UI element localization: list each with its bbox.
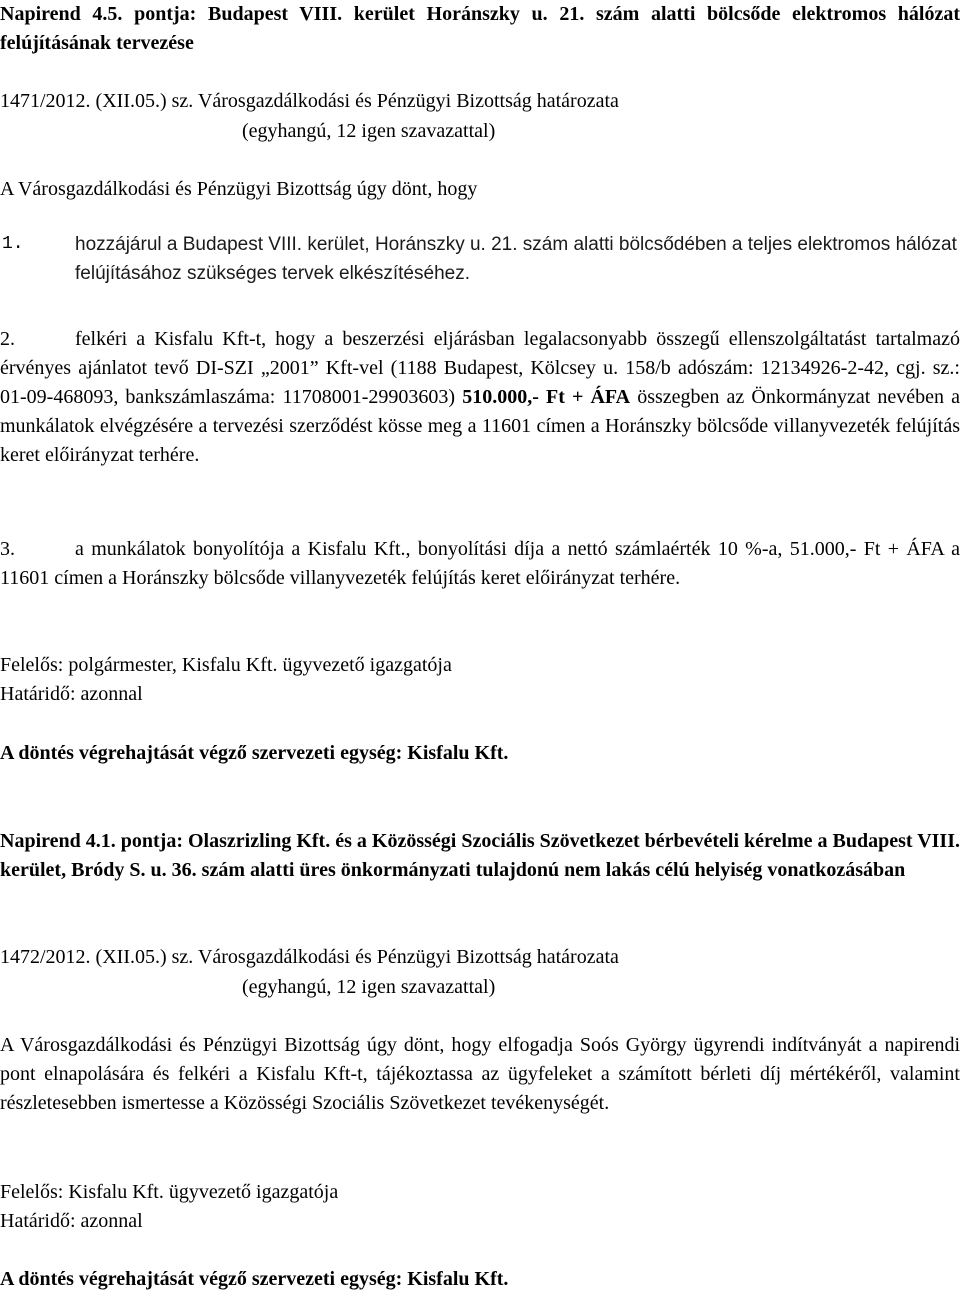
item2-text-before: felkéri a Kisfalu Kft-t, hogy a beszerzési eljárásban legalacsonyabb összegű ellenszolgáltatást tartalmazó érvényes ajánlatot tevő DI-SZI „2001” Kft-vel (1188 Budapest, Kölcsey u. 158/b adószám: 12134926-2-42, cgj. sz.: 01-09-468093, bankszámlaszáma: 11708001-29903603) [0,328,960,408]
list-item-text: hozzájárul a Budapest VIII. kerület, Horánszky u. 21. szám alatti bölcsődében a teljes elektromos hálózat felújításához szükséges tervek elkészítéséhez. [75,234,957,284]
responsible-line: Felelős: Kisfalu Kft. ügyvezető igazgatója [0,1181,339,1203]
agenda-title-4-1: Napirend 4.1. pontja: Olaszrizling Kft. és a Közösségi Szociális Szövetkezet bérbevételi kérelme a Budapest VIII. kerület, Bródy S. u. 36. szám alatti üres önkormányzati tulajdonú nem lakás célú helyiség vonatkozásában [0,830,960,881]
vote-line: (egyhangú, 12 igen szavazattal) [242,976,496,998]
resolution-number-1472 [0,943,960,972]
list-item-number: 2. [0,328,15,350]
responsible-line: Felelős: polgármester, Kisfalu Kft. ügyvezető igazgatója [0,654,452,676]
decision-intro: A Városgazdálkodási és Pénzügyi Bizottság úgy dönt, hogy [0,178,478,200]
resolution-line: 1471/2012. (XII.05.) sz. Városgazdálkodási és Pénzügyi Bizottság határozata [0,90,619,112]
deadline-line: Határidő: azonnal [0,683,143,705]
item3-text: a munkálatok bonyolítója a Kisfalu Kft., bonyolítási díja a nettó számlaérték 10 %-a, 51.000,- Ft + ÁFA a 11601 címen a Horánszky bölcsőde villanyvezeték felújítás keret előirányzat terhére. [0,538,960,589]
item2-amount: 510.000,- Ft + ÁFA [462,386,631,408]
agenda-title-4-5: Napirend 4.5. pontja: Budapest VIII. kerület Horánszky u. 21. szám alatti bölcsőde elektromos hálózat felújításának tervezése [0,3,960,54]
item2-text-after: összegben az Önkormányzat nevében a munkálatok elvégzésére a tervezési szerződést kösse meg a 11601 címen a Horánszky bölcsőde villanyvezeték felújítás keret előirányzat terhére. [0,386,960,466]
list-item-text [0,535,960,593]
resolution-number-1471 [0,87,960,116]
executor-line: A döntés végrehajtását végző szervezeti egység: Kisfalu Kft. [0,742,509,764]
executor-line: A döntés végrehajtását végző szervezeti egység: Kisfalu Kft. [0,1268,509,1290]
list-item-number: 1. [2,234,24,254]
decision-body: A Városgazdálkodási és Pénzügyi Bizottság úgy dönt, hogy elfogadja Soós György ügyrendi indítványát a napirendi pont elnapolására és felkéri a Kisfalu Kft-t, tájékoztassa az ügyfeleket a számított bérleti díj mértékéről, valamint részletesebben ismertesse a Közösségi Szociális Szövetkezet tevékenységét. [0,1034,960,1114]
list-item-number: 3. [0,538,15,560]
deadline-line: Határidő: azonnal [0,1210,143,1232]
resolution-line: 1472/2012. (XII.05.) sz. Városgazdálkodási és Pénzügyi Bizottság határozata [0,946,619,968]
list-item-text [0,325,960,470]
vote-line: (egyhangú, 12 igen szavazattal) [242,120,496,142]
